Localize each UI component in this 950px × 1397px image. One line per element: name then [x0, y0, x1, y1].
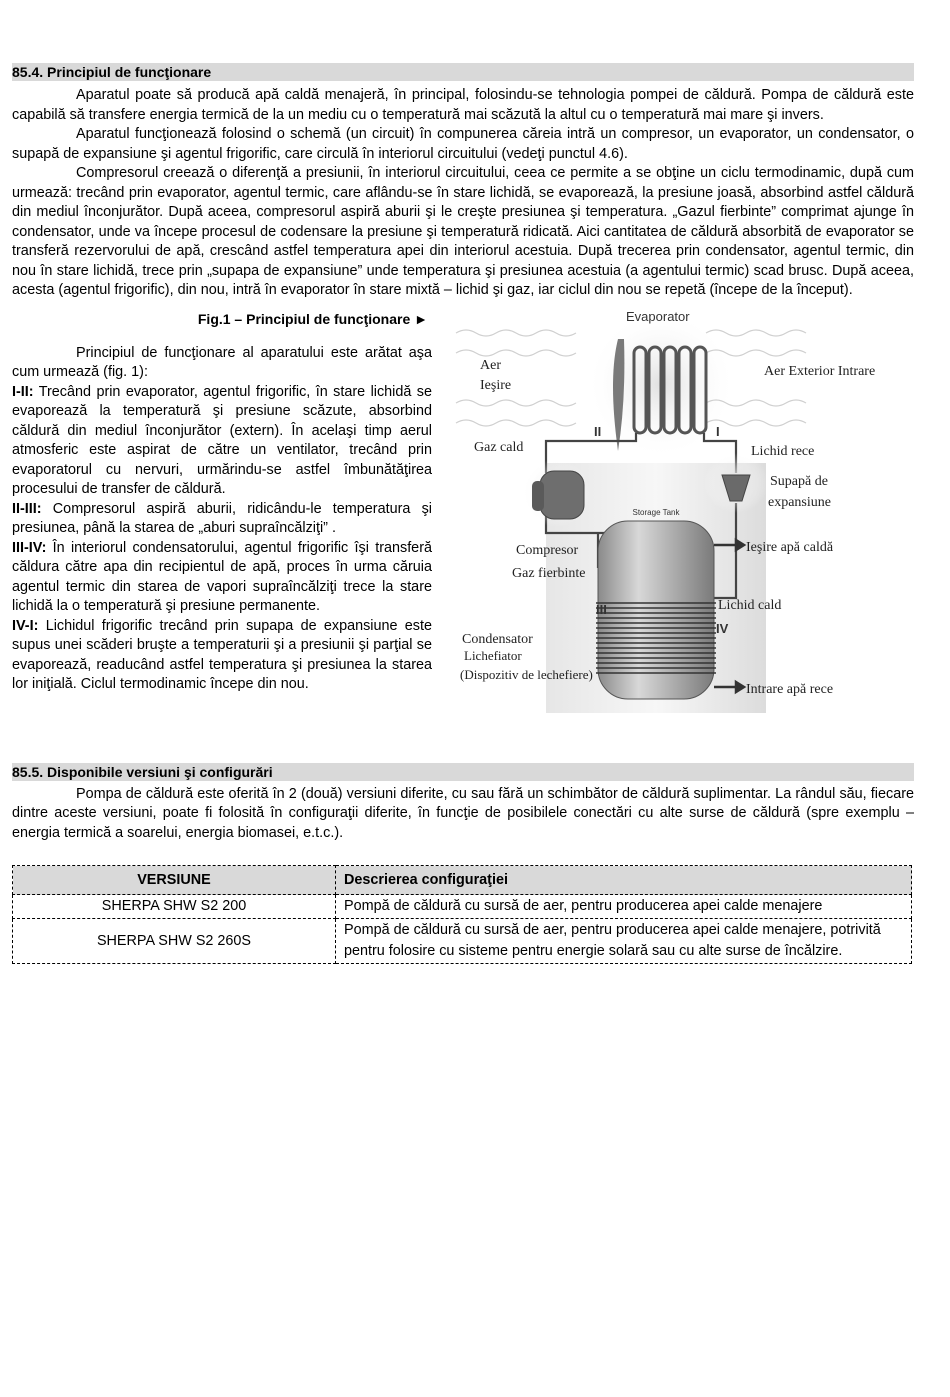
left-column	[12, 303, 432, 695]
section-heading-principiu: 85.4. Principiul de funcţionare	[12, 63, 914, 81]
label-expansiune: expansiune	[768, 494, 831, 510]
step-3	[12, 539, 432, 617]
step-text: Compresorul aspiră aburii, ridicându-le temperatura şi presiunea, până la starea de „aburi supraîncălziţi” .	[12, 500, 432, 536]
table-row	[13, 919, 912, 964]
label-aer: Aer	[480, 357, 501, 373]
header-versiune: VERSIUNE	[13, 866, 336, 895]
label-iesire: Ieşire	[480, 377, 512, 393]
label-iesire-apa: Ieşire apă caldă	[746, 539, 834, 555]
label-supapa: Supapă de	[770, 473, 828, 489]
paragraph-3: Compresorul creează o diferenţă a presiunii, în interiorul circuitului, ceea ce permite a se obţine un ciclu termodinamic, după cum urmează: trecând prin evaporator, agentul termic, care aflându-se în stare lichidă, se evaporează, la presiune joasă, absorbind astfel căldură din mediul înconjurător. După aceea, compresorul aspiră aburii şi le creşte presiunea şi temperatura. „Gazul fierbinte” comprimat ajunge în condensator, unde va începe procesul de codensare la presiune şi temperatură ridicată. Aici cantitatea de căldură absorbită de evaporator se transferă rezervorului de apă, crescând astfel temperatura apei din interiorul acestuia. După trecerea prin condensator, agentul termic, din nou în stare lichidă, trece prin „supapa de expansiune” unde temperatura şi presiunea acestuia (a agentului termic) scad brusc. După aceea, acesta (agentul frigorific), din nou, intră în evaporator în stare mixtă – lichid şi gaz, iar ciclul din nou se repetă (începe de la început).	[12, 165, 914, 298]
storage-tank-label: Storage Tank	[632, 507, 680, 517]
label-lichid-rece: Lichid rece	[751, 443, 815, 459]
step-label: I-II:	[12, 383, 34, 400]
cell-version: SHERPA SHW S2 200	[13, 895, 336, 919]
expansion-valve	[704, 453, 768, 513]
step-text: Trecând prin evaporator, agentul frigorific, în stare lichidă se evaporează la temperatură şi presiune scăzute, absorbind căldură din mediul înconjurător (extern). În acelaşi timp aerul atmosferic este aspirat de către un ventilator, trecând prin evaporatorul cu nervuri, urmărindu-se astfel îmbunătăţirea procesului de transfer de căldură.	[12, 383, 432, 497]
mark-I: I	[716, 423, 720, 439]
page	[12, 63, 914, 964]
step-label: II-III:	[12, 500, 42, 517]
table-row	[13, 895, 912, 919]
step-1	[12, 383, 432, 500]
compressor	[522, 459, 590, 527]
label-intrare-apa: Intrare apă rece	[746, 681, 834, 697]
label-evaporator: Evaporator	[626, 308, 690, 324]
mark-III: III	[596, 601, 607, 617]
label-lichefiator: Lichefiator	[464, 647, 522, 663]
header-descriere: Descrierea configuraţiei	[336, 866, 912, 895]
table-header-row	[13, 866, 912, 895]
step-2	[12, 500, 432, 539]
paragraph-2: Aparatul funcţionează folosind o schemă (un circuit) în compunerea căreia intră un compresor, un evaporator, un condensator, o supapă de expansiune şi agentul frigorific, care circulă în interiorul circuitului (vedeţi punctul 4.6).	[12, 126, 914, 162]
step-text: Lichidul frigorific trecând prin supapa de expansiune este supus unei scăderi bruşte a temperaturii şi a presiunii şi parţial se evaporează, readucând astfel temperatura şi presiunea la starea lor iniţială. Ciclul termodinamic începe din nou.	[12, 617, 432, 692]
intro-paragraph: Principiul de funcţionare al aparatului este arătat aşa cum urmează (fig. 1):	[12, 344, 432, 380]
paragraph-1: Aparatul poate să producă apă caldă menajeră, în principal, folosindu-se tehnologia pompei de căldură. Pompa de căldură este capabilă să transfere energia termică de la un mediu cu o temperatură mai scăzută la altul cu o temperatură mai mare şi invers.	[12, 87, 914, 123]
mark-II: II	[594, 423, 602, 439]
label-aer-exterior: Aer Exterior Intrare	[764, 363, 876, 379]
label-condensator: Condensator	[462, 631, 533, 647]
label-gaz-fierbinte: Gaz fierbinte	[512, 565, 586, 581]
paragraph-versiuni: Pompa de căldură este oferită în 2 (două) versiuni diferite, cu sau fără un schimbător de căldură suplimentar. La rândul său, fiecare dintre aceste versiuni, poate fi folosită în configuraţii diferite, în funcţie de posibilele conectări cu alte surse de căldură (spre exemplu – energia termică a soarelui, energia biomasei, e.t.c.).	[12, 785, 914, 841]
step-4	[12, 617, 432, 695]
heat-pump-diagram	[446, 303, 916, 723]
versions-table	[12, 865, 912, 964]
cell-description: Pompă de căldură cu sursă de aer, pentru producerea apei calde menajere	[336, 895, 912, 919]
step-text: În interiorul condensatorului, agentul frigorific îşi transferă căldura către apa din recipientul de apă, proces în urma căruia agentul termic din starea de vapori supraîncălziţi trece la stare lichidă la o temperatură şi presiune permanente.	[12, 539, 432, 614]
label-gaz-cald: Gaz cald	[474, 439, 524, 455]
step-label: IV-I:	[12, 617, 39, 634]
figure-area	[12, 303, 914, 763]
cell-version: SHERPA SHW S2 260S	[13, 919, 336, 964]
step-label: III-IV:	[12, 539, 47, 556]
label-lichid-cald: Lichid cald	[718, 597, 782, 613]
figure-caption: Fig.1 – Principiul de funcţionare ►	[197, 310, 428, 327]
label-dispozitiv: (Dispozitiv de lechefiere)	[460, 666, 593, 682]
cell-description: Pompă de căldură cu sursă de aer, pentru producerea apei calde menajere, potrivită pentru folosire cu sisteme pentru energie solară sau cu alte surse de încălzire.	[336, 919, 912, 964]
mark-IV: IV	[716, 620, 729, 636]
label-compresor: Compresor	[516, 542, 579, 558]
condenser-coil	[596, 603, 716, 673]
section-heading-versiuni: 85.5. Disponibile versiuni şi configurări	[12, 763, 914, 781]
air-waves-left	[456, 330, 576, 426]
